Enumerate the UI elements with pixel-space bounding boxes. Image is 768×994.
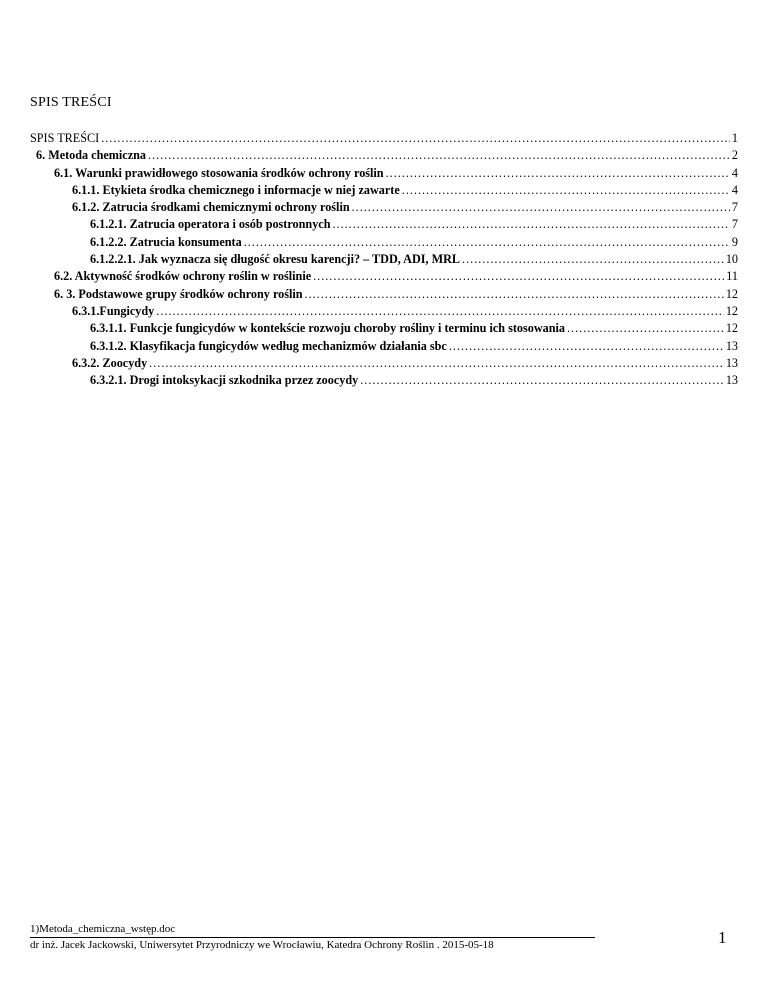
toc-dot-leader: [101, 131, 730, 146]
toc-entry-label: 6. 3. Podstawowe grupy środków ochrony roślin: [54, 286, 303, 301]
page-number: 1: [718, 928, 727, 947]
toc-dot-leader: [244, 235, 730, 250]
toc-dot-leader: [462, 252, 724, 267]
toc-dot-leader: [360, 373, 724, 388]
toc-entry-page: 2: [731, 148, 738, 163]
footer-author: dr inż. Jacek Jackowski, Uniwersytet Przyrodniczy we Wrocławiu, Katedra Ochrony Roślin . 2015-05-18: [30, 939, 494, 951]
toc-entry-page: 11: [726, 269, 738, 284]
toc-dot-leader: [313, 269, 724, 284]
toc-entry[interactable]: [30, 287, 738, 304]
toc-entry-page: 9: [731, 234, 738, 249]
toc-entry[interactable]: [30, 235, 738, 252]
toc-entry[interactable]: [30, 269, 738, 286]
toc-dot-leader: [148, 148, 730, 163]
toc-dot-leader: [332, 217, 729, 232]
toc-entry[interactable]: [30, 321, 738, 338]
toc-entry-label: 6. Metoda chemiczna: [36, 148, 146, 163]
toc-dot-leader: [149, 356, 724, 371]
toc-entry-label: 6.3.1.Fungicydy: [72, 303, 155, 318]
toc-entry[interactable]: [30, 339, 738, 356]
toc-dot-leader: [352, 200, 730, 215]
toc-entry-page: 12: [725, 286, 738, 301]
toc-entry-page: 4: [731, 182, 738, 197]
page-footer: [30, 923, 710, 952]
toc-dot-leader: [449, 339, 724, 354]
toc-entry-page: 7: [731, 217, 738, 232]
toc-entry[interactable]: [30, 200, 738, 217]
toc-entry-page: 13: [725, 373, 738, 388]
toc-entry-label: 6.1.2.2.1. Jak wyznacza się długość okresu karencji? – TDD, ADI, MRL: [90, 252, 461, 267]
toc-entry-label: 6.1.1. Etykieta środka chemicznego i informacje w niej zawarte: [72, 182, 400, 197]
toc-dot-leader: [386, 166, 730, 181]
toc-entry[interactable]: [30, 356, 738, 373]
toc-entry-page: 7: [731, 200, 738, 215]
toc-dot-leader: [305, 287, 724, 302]
toc-dot-leader: [402, 183, 730, 198]
toc-entry[interactable]: [30, 148, 738, 165]
toc-entry-label: 6.3.1.2. Klasyfikacja fungicydów według mechanizmów działania sbc: [90, 338, 447, 353]
toc-entry-page: 13: [725, 355, 738, 370]
toc-entry[interactable]: [30, 304, 738, 321]
toc-entry[interactable]: [30, 217, 738, 234]
toc-entry[interactable]: [30, 252, 738, 269]
table-of-contents: [30, 131, 738, 390]
document-heading: SPIS TREŚCI: [30, 95, 112, 110]
toc-entry[interactable]: [30, 373, 738, 390]
toc-entry-label: 6.3.2. Zoocydy: [72, 355, 148, 370]
toc-entry-label: 6.1.2.2. Zatrucia konsumenta: [90, 234, 242, 249]
toc-entry-page: 12: [725, 303, 738, 318]
toc-entry[interactable]: [30, 131, 738, 148]
toc-entry-page: 13: [725, 338, 738, 353]
toc-entry[interactable]: [30, 183, 738, 200]
toc-entry[interactable]: [30, 166, 738, 183]
toc-entry-page: 12: [725, 321, 738, 336]
toc-dot-leader: [567, 321, 724, 336]
footer-filename: 1)Metoda_chemiczna_wstęp.doc: [30, 923, 595, 938]
toc-dot-leader: [156, 304, 724, 319]
toc-entry-label: 6.1.2.1. Zatrucia operatora i osób postronnych: [90, 217, 331, 232]
toc-entry-label: 6.1.2. Zatrucia środkami chemicznymi ochrony roślin: [72, 200, 350, 215]
toc-entry-page: 4: [731, 165, 738, 180]
toc-entry-page: 1: [731, 131, 738, 145]
toc-entry-label: 6.3.1.1. Funkcje fungicydów w kontekście rozwoju choroby rośliny i terminu ich stosowania: [90, 321, 565, 336]
toc-entry-label: SPIS TREŚCI: [30, 131, 100, 145]
toc-entry-label: 6.1. Warunki prawidłowego stosowania środków ochrony roślin: [54, 165, 384, 180]
toc-entry-label: 6.3.2.1. Drogi intoksykacji szkodnika przez zoocydy: [90, 373, 359, 388]
toc-entry-page: 10: [725, 252, 738, 267]
toc-entry-label: 6.2. Aktywność środków ochrony roślin w roślinie: [54, 269, 312, 284]
